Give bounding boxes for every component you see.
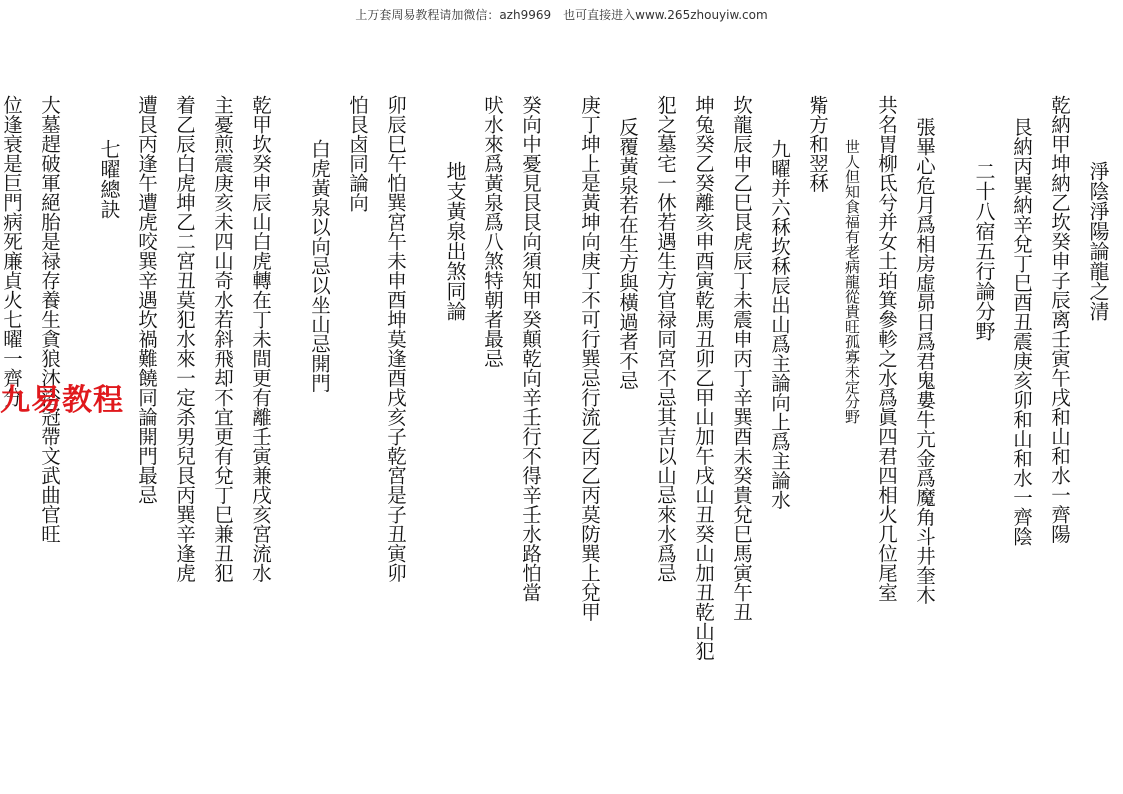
section-heading: 地支黃泉出煞同論 — [443, 161, 467, 321]
text-column: 主憂煎震庚亥未四山奇水若斜飛却不宜更有兌丁巳兼丑犯 — [211, 95, 234, 583]
section-heading: 七曜總訣 — [97, 139, 121, 219]
text-column: 怕艮卤同論向 — [346, 95, 369, 212]
text-column: 着乙辰白虎坤乙二宮丑莫犯水來一定杀男兒艮丙巽辛逢虎 — [173, 95, 196, 583]
text-column: 艮納丙巽納辛兌丁巳酉丑震庚亥卯和山和水一齊陰 — [1010, 117, 1033, 546]
text-column: 遭艮丙逢午遭虎咬巽辛遇坎禍難饒同論開門最忌 — [135, 95, 158, 505]
text-column: 反覆黃泉若在生方與橫過者不忌 — [616, 117, 639, 390]
margin-note: 世人但知食福有老病龍從貴旺孤寡未定分野 — [843, 139, 861, 424]
banner-text: 上万套周易教程请加微信：azh9969 也可直接进入 — [355, 8, 636, 22]
text-column: 乾甲坎癸申辰山白虎轉在丁未間更有離壬寅兼戌亥宮流水 — [249, 95, 272, 583]
manuscript-page — [0, 95, 1110, 735]
text-column: 九曜并六秝坎秝辰出山爲主論向上爲主論水 — [768, 139, 791, 510]
banner-link[interactable]: www.265zhouyiw.com — [635, 8, 768, 22]
text-column: 張畢心危月爲相房虛昴日爲君鬼婁牛亢金爲魔角斗井奎木 — [913, 117, 936, 605]
text-column: 乾納甲坤納乙坎癸申子辰离壬寅午戌和山和水一齊陽 — [1048, 95, 1071, 544]
text-column: 癸向中憂見艮艮向須知甲癸顛乾向辛壬行不得辛壬水路怕當 — [519, 95, 542, 602]
text-column: 庚丁坤上是黃坤向庚丁不可行巽忌行流乙丙乙丙莫防巽上兌甲 — [578, 95, 601, 622]
section-heading: 二十八宿五行論分野 — [972, 161, 996, 341]
text-column: 卯辰巳午怕巽宮午未申酉坤莫逢酉戌亥子乾宮是子丑寅卯 — [384, 95, 407, 583]
text-column: 吠水來爲黃泉爲八煞特朝者最忌 — [481, 95, 504, 368]
text-column: 犯之墓宅一休若遇生方官禄同宮不忌其吉以山忌來水爲忌 — [654, 95, 677, 583]
text-column: 坤兔癸乙癸離亥申酉寅乾馬丑卯乙甲山加午戌山丑癸山加丑乾山犯 — [692, 95, 715, 661]
text-column: 大墓趕破軍絕胎是禄存養生貪狼沐浴冠帶文武曲官旺 — [38, 95, 61, 544]
watermark-logo: 九易教程 — [0, 383, 124, 418]
section-heading: 淨陰淨陽論龍之清 — [1086, 161, 1110, 321]
text-column: 坎龍辰申乙巳艮虎辰丁未震申丙丁辛巽酉未癸貴兌巳馬寅午丑 — [730, 95, 753, 622]
text-column: 白虎黃泉以向忌以坐山忌開門 — [308, 139, 331, 393]
text-column: 位逢衰是巨門病死廉貞火七曜一齊分 — [0, 95, 23, 407]
text-column: 共名胃柳氐兮并女土珀箕參軫之水爲眞四君四相火几位尾室 — [875, 95, 898, 602]
top-banner — [0, 6, 1123, 23]
text-column: 觜方和翌秝 — [806, 95, 829, 193]
